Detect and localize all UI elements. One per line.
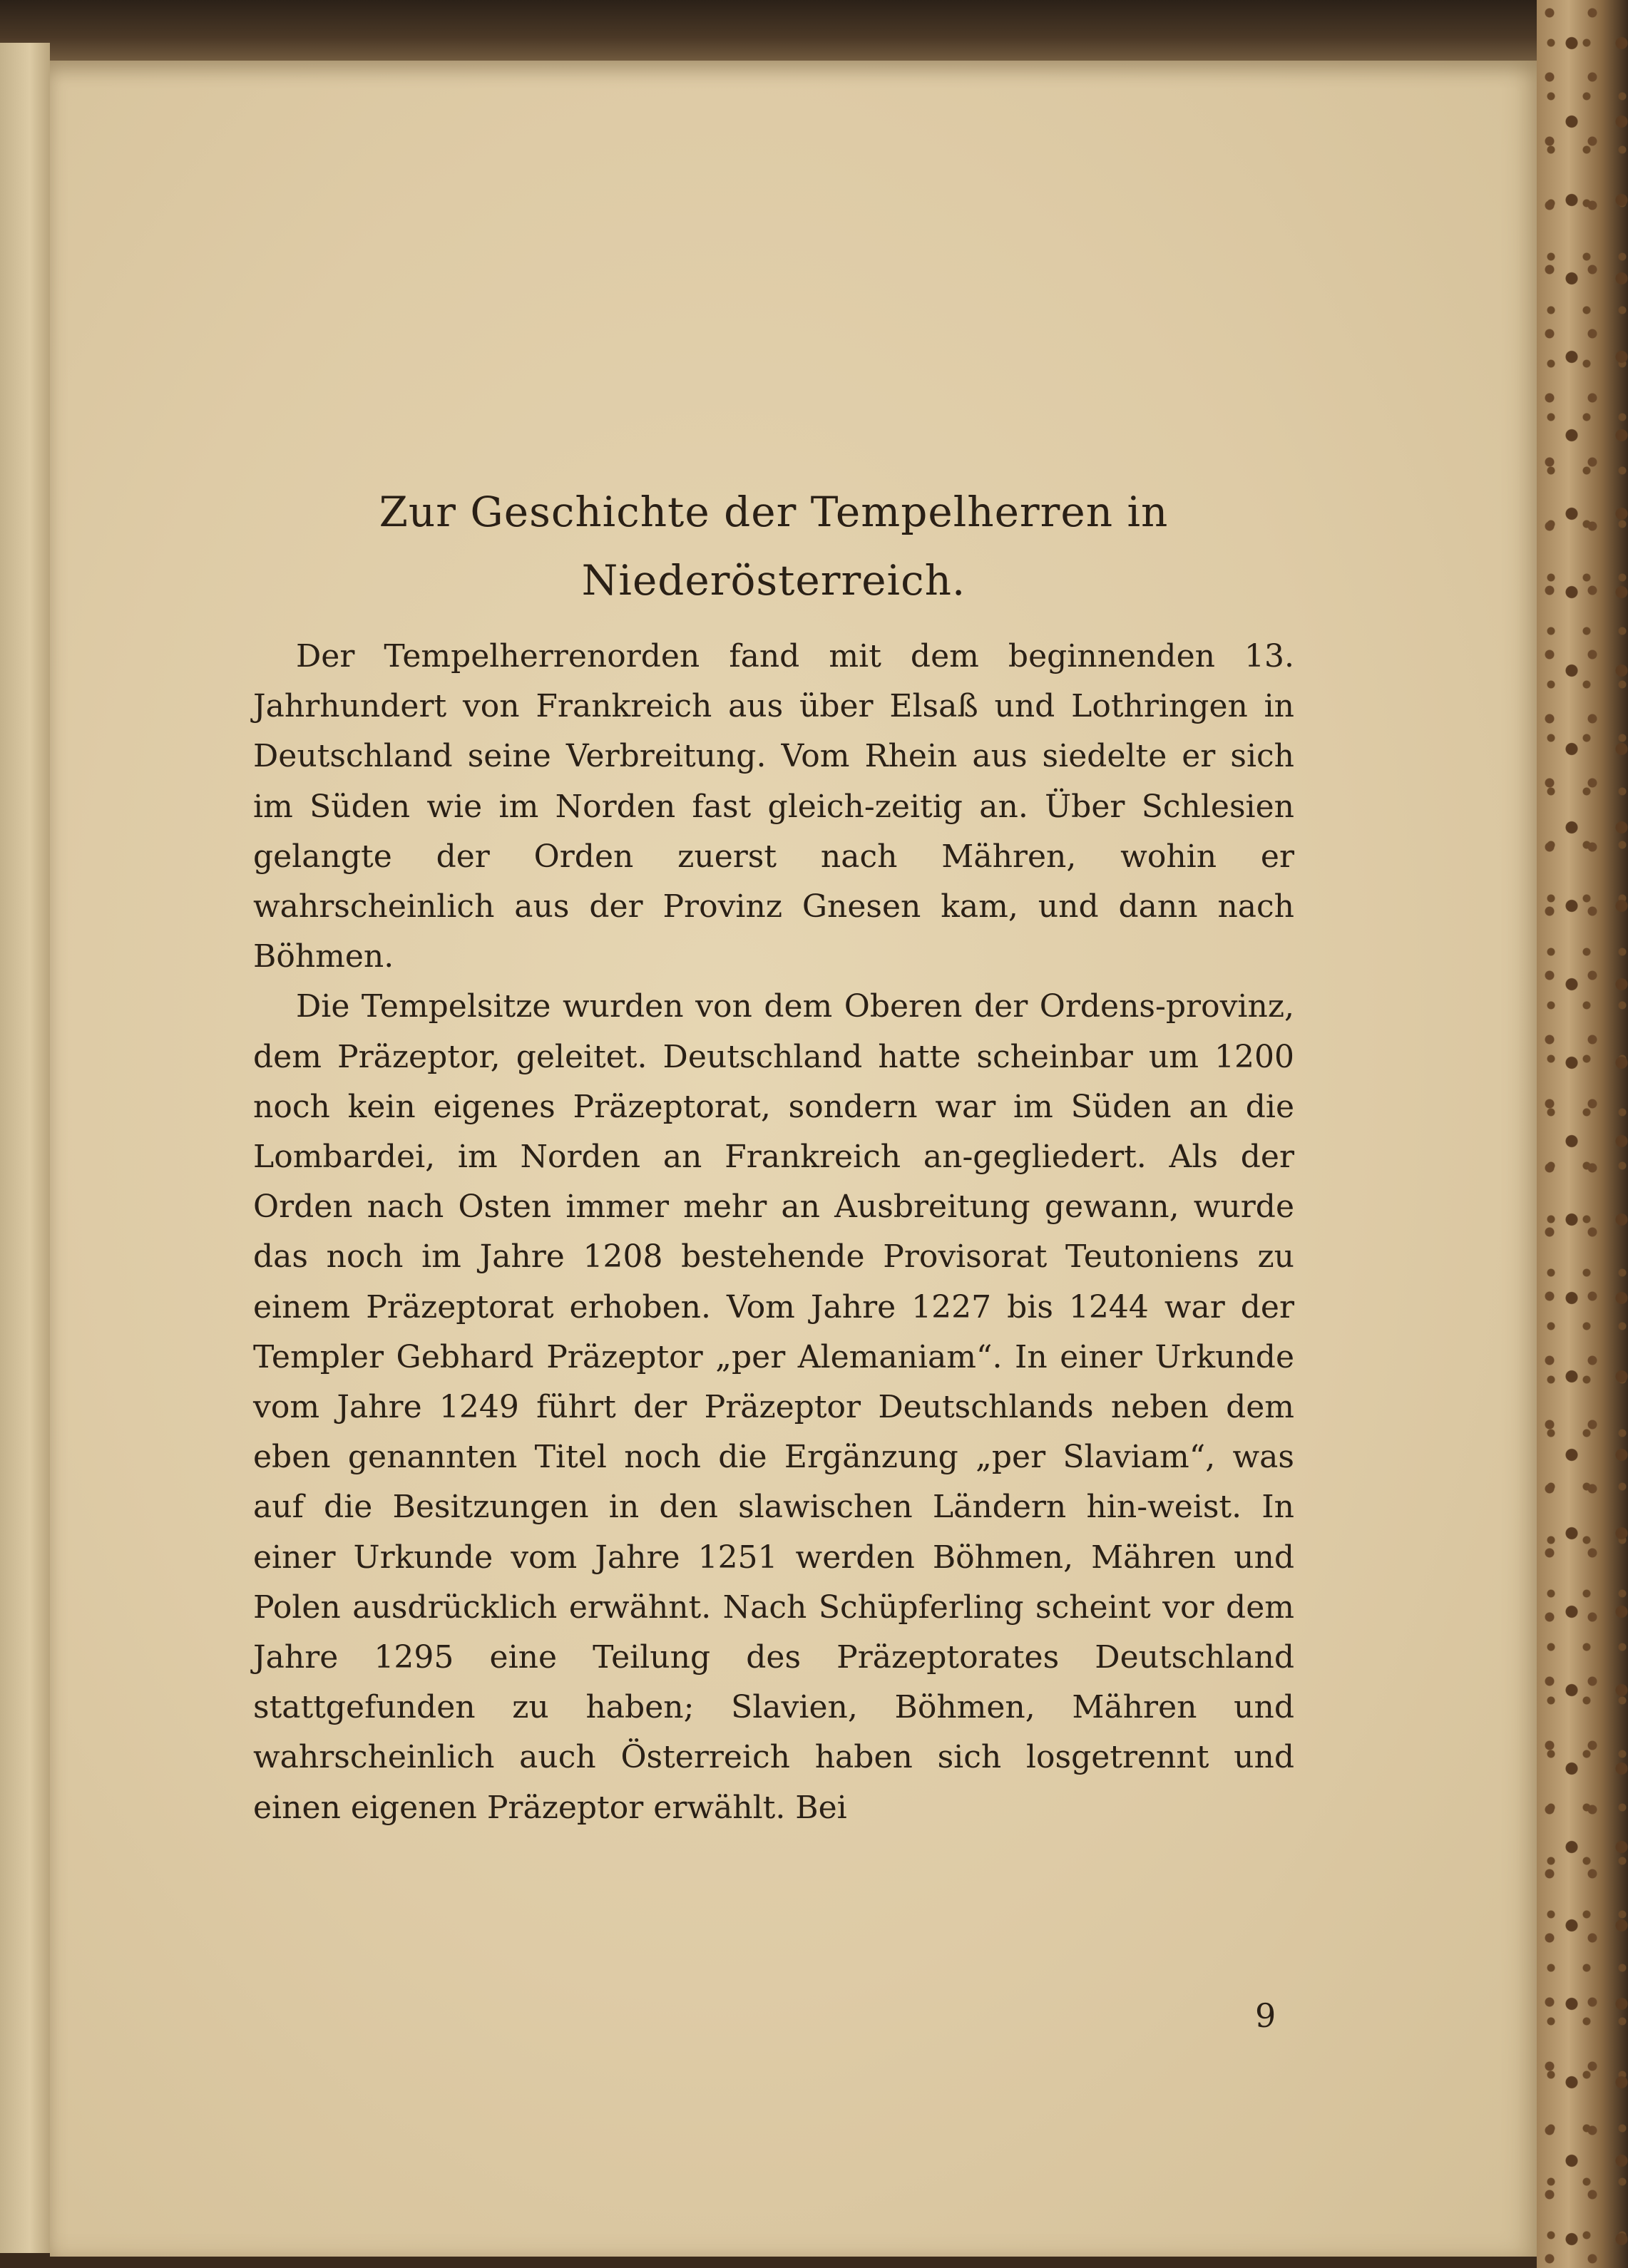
page-number: 9 <box>1255 1996 1276 2035</box>
previous-page-edge <box>0 43 50 2253</box>
book-cover-edge <box>1537 0 1628 2268</box>
paragraph-2: Die Tempelsitze wurden von dem Oberen der Ordens-provinz, dem Präzeptor, geleitet. Deutschland hatte scheinbar um 1200 noch kein eigenes Präzeptorat, sondern war im Süden an die Lombardei, im Norden an Frankreich an-gegliedert. Als der Orden nach Osten immer mehr an Ausbreitung gewann, wurde das noch im Jahre 1208 bestehende Provisorat Teutoniens zu einem Präzeptorat erhoben. Vom Jahre 1227 bis 1244 war der Templer Gebhard Präzeptor „per Alemaniam“. In einer Urkunde vom Jahre 1249 führt der Präzeptor Deutschlands neben dem eben genannten Titel noch die Ergänzung „per Slaviam“, was auf die Besitzungen in den slawischen Ländern hin-weist. In einer Urkunde vom Jahre 1251 werden Böhmen, Mähren und Polen ausdrücklich erwähnt. Nach Schüpferling scheint vor dem Jahre 1295 eine Teilung des Präzeptorates Deutschland stattgefunden zu haben; Slavien, Böhmen, Mähren und wahrscheinlich auch Österreich haben sich losgetrennt und einen eigenen Präzeptor erwählt. Bei <box>253 988 1294 1826</box>
book-top-edge <box>0 0 1628 68</box>
paragraph-1: Der Tempelherrenorden fand mit dem beginnenden 13. Jahrhundert von Frankreich aus über Elsaß und Lothringen in Deutschland seine Verbreitung. Vom Rhein aus siedelte er sich im Süden wie im Norden fast gleich-zeitig an. Über Schlesien gelangte der Orden zuerst nach Mähren, wohin er wahrscheinlich aus der Provinz Gnesen kam, und dann nach Böhmen. <box>253 638 1294 975</box>
page-text-block <box>253 478 1294 1833</box>
chapter-title: Zur Geschichte der Tempelherren in Niederösterreich. <box>379 488 1169 605</box>
